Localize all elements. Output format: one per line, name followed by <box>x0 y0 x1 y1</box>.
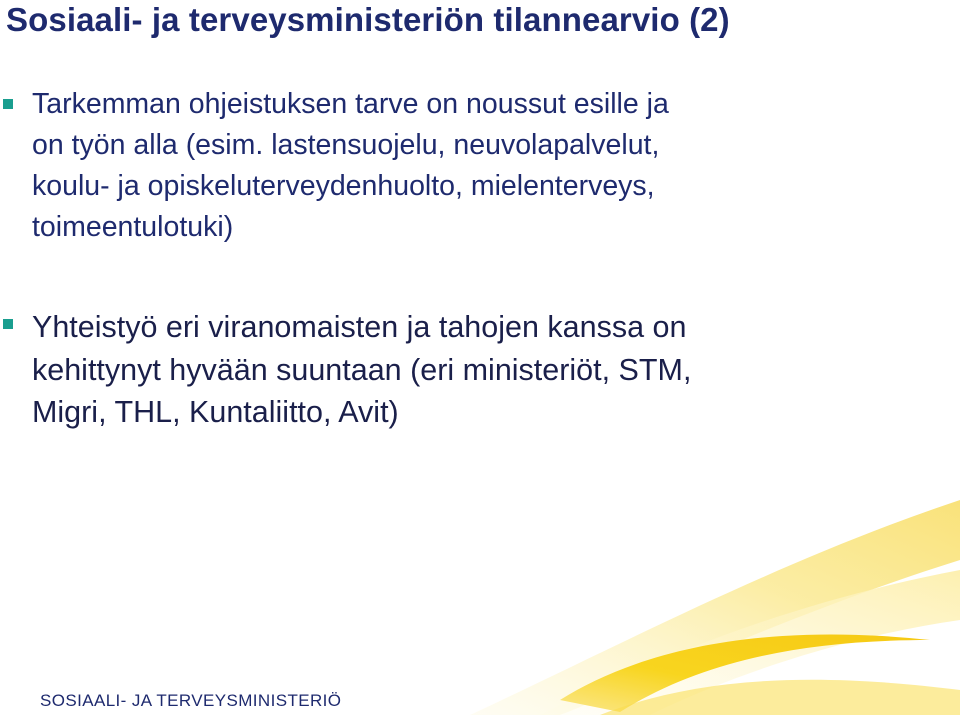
square-bullet-icon <box>3 319 13 329</box>
swoosh-yellow-band <box>560 635 930 712</box>
swoosh-pale-band <box>470 500 960 715</box>
swoosh-light-band <box>540 570 960 715</box>
square-bullet-icon <box>3 99 13 109</box>
bullet-text: Tarkemman ohjeistuksen tarve on noussut esille ja on työn alla (esim. lastensuojelu, neuvolapalvelut, koulu- ja opiskeluterveydenhuolto, mielenterveys, toimeentulotuki) <box>32 88 669 243</box>
slide-title: Sosiaali- ja terveysministeriön tilannearvio (2) <box>6 1 730 38</box>
footer-organization-name: SOSIAALI- JA TERVEYSMINISTERIÖ <box>40 691 342 710</box>
swoosh-yellow-band-lower <box>600 680 960 715</box>
bullet-text: Yhteistyö eri viranomaisten ja tahojen kanssa on kehittynyt hyvään suuntaan (eri ministeriöt, STM, Migri, THL, Kuntaliitto, Avit) <box>32 310 692 429</box>
